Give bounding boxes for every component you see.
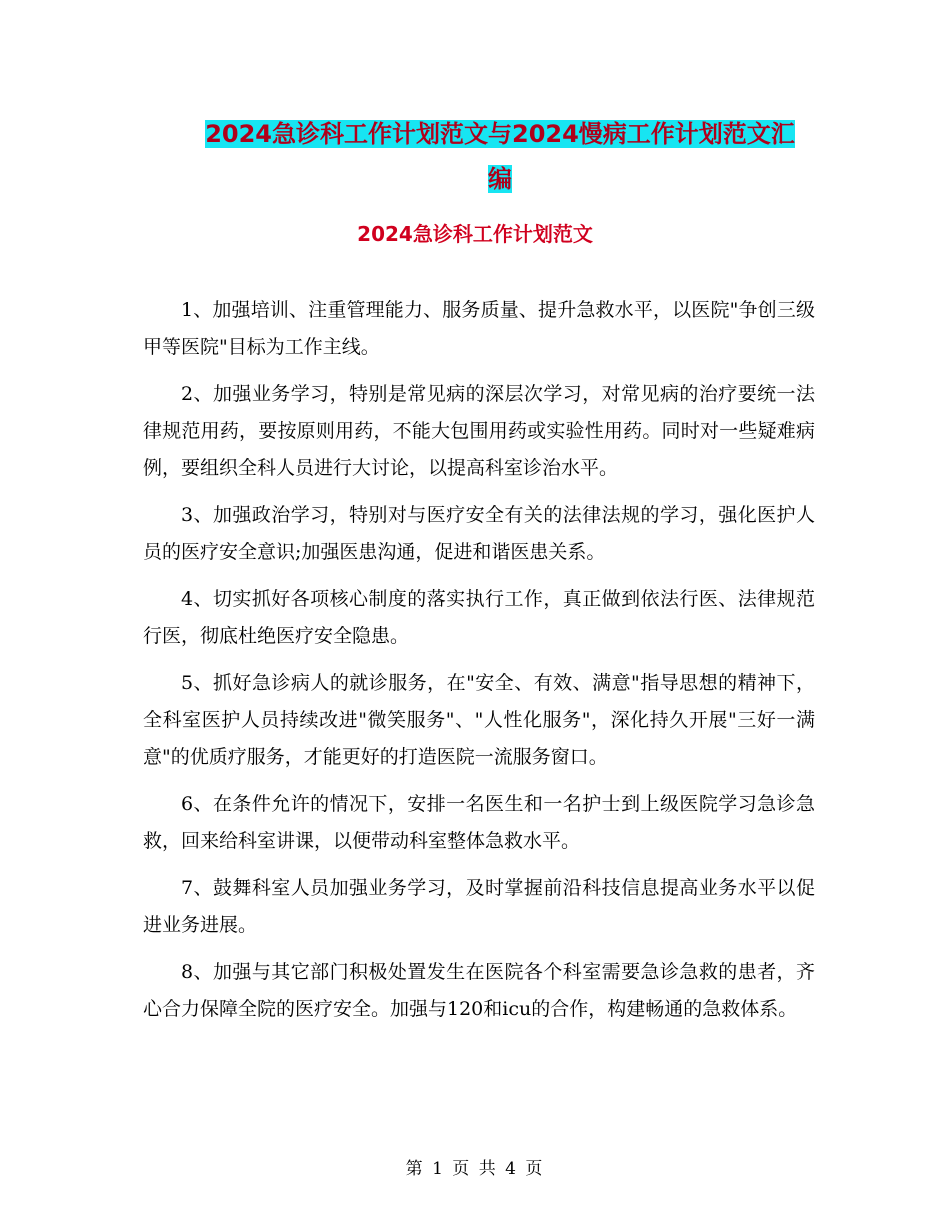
paragraph-1: 1、加强培训、注重管理能力、服务质量、提升急救水平，以医院"争创三级甲等医院"目标为工作主线。	[143, 299, 815, 358]
document-body	[143, 292, 815, 1038]
paragraph-5: 5、抓好急诊病人的就诊服务，在"安全、有效、满意"指导思想的精神下，全科室医护人员持续改进"微笑服务"、"人性化服务"，深化持久开展"三好一满意"的优质疗服务，才能更好的打造医院一流服务窗口。	[143, 672, 815, 768]
page-footer: 第 1 页 共 4 页	[405, 1159, 545, 1179]
paragraph-2: 2、加强业务学习，特别是常见病的深层次学习，对常见病的治疗要统一法律规范用药，要按原则用药，不能大包围用药或实验性用药。同时对一些疑难病例，要组织全科人员进行大讨论，以提高科室诊治水平。	[143, 383, 815, 479]
paragraph-3: 3、加强政治学习，特别对与医疗安全有关的法律法规的学习，强化医护人员的医疗安全意识;加强医患沟通，促进和谐医患关系。	[143, 504, 815, 563]
document-title	[140, 112, 860, 202]
paragraph-4: 4、切实抓好各项核心制度的落实执行工作，真正做到依法行医、法律规范行医，彻底杜绝医疗安全隐患。	[143, 588, 815, 647]
section-title: 2024急诊科工作计划范文	[357, 222, 593, 246]
document-title-line-1: 2024急诊科工作计划范文与2024慢病工作计划范文汇	[205, 120, 795, 148]
paragraph-6: 6、在条件允许的情况下，安排一名医生和一名护士到上级医院学习急诊急救，回来给科室讲课，以便带动科室整体急救水平。	[143, 793, 815, 852]
paragraph-8: 8、加强与其它部门积极处置发生在医院各个科室需要急诊急救的患者，齐心合力保障全院的医疗安全。加强与120和icu的合作，构建畅通的急救体系。	[143, 961, 815, 1020]
document-title-line-2: 编	[488, 165, 512, 193]
paragraph-7: 7、鼓舞科室人员加强业务学习，及时掌握前沿科技信息提高业务水平以促进业务进展。	[143, 877, 815, 936]
